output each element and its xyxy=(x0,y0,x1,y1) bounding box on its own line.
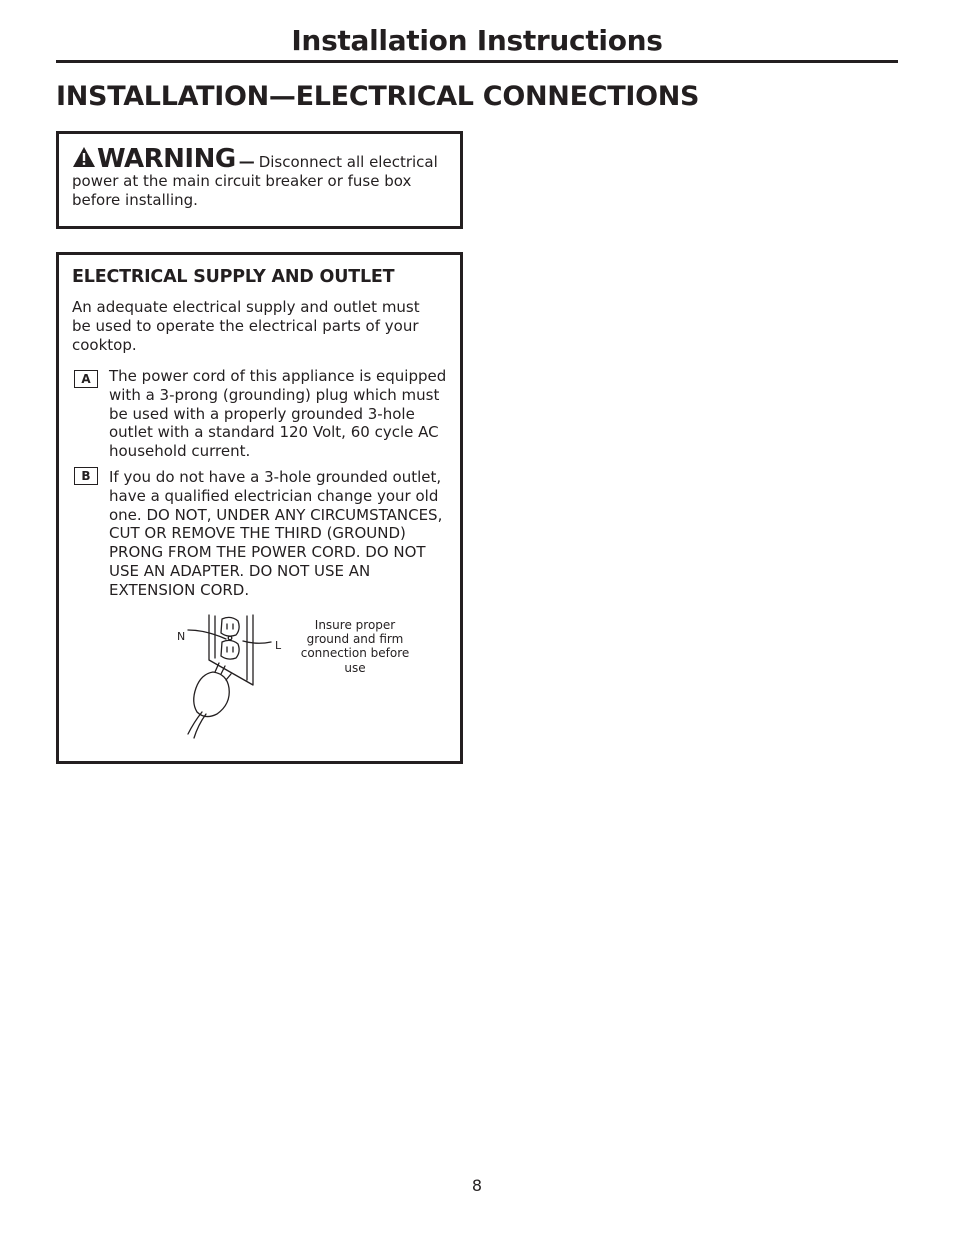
electrical-supply-box xyxy=(56,252,463,764)
page-number: 8 xyxy=(471,1176,483,1195)
item-b-text: If you do not have a 3-hole grounded outlet, have a qualified electrician change your old one. DO NOT, UNDER ANY CIRCUMSTANCES, CUT OR REMOVE THE THIRD (GROUND) PRONG FROM THE POWER CORD. DO NOT USE AN ADAPTER. DO NOT USE AN EXTENSION CORD. xyxy=(109,468,443,599)
warning-box xyxy=(56,131,463,229)
neutral-label: N xyxy=(177,630,186,643)
warning-heading: WARNING xyxy=(72,144,236,174)
warning-dash: — xyxy=(238,152,255,171)
item-b-badge: B xyxy=(74,467,98,485)
warning-triangle-icon xyxy=(72,146,96,168)
supply-intro: An adequate electrical supply and outlet must be used to operate the electrical parts of your cooktop. xyxy=(72,298,420,354)
section-title: INSTALLATION—ELECTRICAL CONNECTIONS xyxy=(56,81,700,112)
header-rule xyxy=(56,60,898,63)
warning-text xyxy=(72,146,444,210)
item-a-badge: A xyxy=(74,370,98,388)
grounded-outlet-figure xyxy=(119,610,419,740)
item-a-text: The power cord of this appliance is equipped with a 3-prong (grounding) plug which must be used with a properly grounded 3-hole outlet with a standard 120 Volt, 60 cycle AC household current. xyxy=(109,367,447,461)
page-header-title: Installation Instructions xyxy=(291,24,663,57)
line-label: L xyxy=(275,639,282,652)
supply-heading: ELECTRICAL SUPPLY AND OUTLET xyxy=(72,267,395,287)
warning-body: Disconnect all electrical power at the main circuit breaker or fuse box before installing. xyxy=(72,153,438,209)
figure-caption: Insure proper ground and firm connection before use xyxy=(300,618,410,675)
